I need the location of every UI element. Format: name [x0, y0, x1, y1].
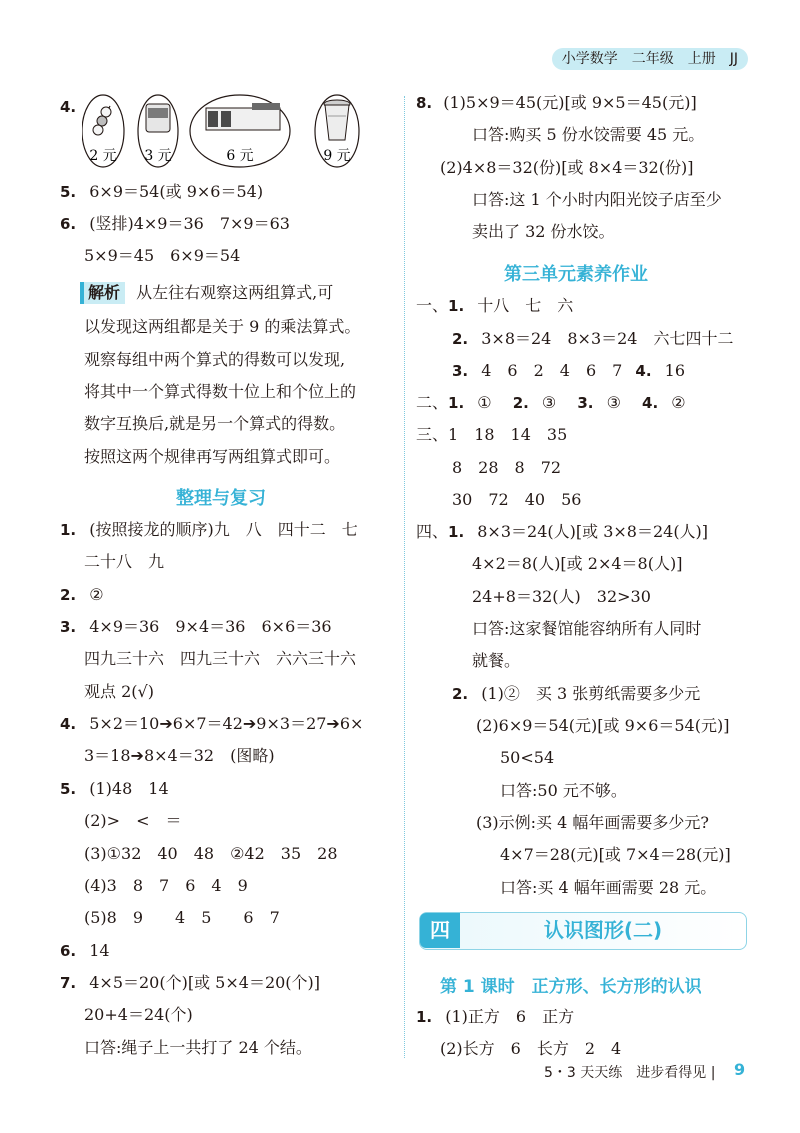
review-q5-answer-2: (2)> < ＝	[84, 811, 182, 830]
column-divider	[404, 96, 405, 1058]
review-q6-line1	[60, 940, 110, 962]
yi-q1-number: 1.	[448, 297, 465, 315]
yi-label: 一、	[416, 296, 449, 315]
instant-noodle-icon	[146, 104, 170, 132]
er-q1-number: 1.	[448, 394, 465, 412]
yi-q3-answer: 4 6 2 4 6 7	[481, 361, 623, 380]
yi-q3-number: 3.	[452, 362, 469, 380]
q8-answer-4: 口答:这 1 个小时内阳光饺子店至少	[472, 190, 722, 209]
review-q7-answer-1: 4×5＝20(个)[或 5×4＝20(个)]	[89, 973, 321, 992]
lesson1-q1-number: 1.	[416, 1008, 433, 1026]
review-q3-answer-1: 4×9＝36 9×4＝36 6×6＝36	[89, 617, 332, 636]
q6-number: 6.	[60, 215, 77, 233]
yi-q2-number: 2.	[452, 330, 469, 348]
footer-slogan: 5・3 天天练 进步看得见 |	[544, 1065, 716, 1081]
si-q2-answer-6: 4×7＝28(元)[或 7×4＝28(元)]	[500, 845, 731, 864]
si-q2-line1	[452, 683, 700, 705]
analysis-label: 解析	[80, 282, 125, 304]
review-q6-answer: 14	[89, 941, 110, 960]
analysis-text-4: 将其中一个算式得数十位上和个位上的	[84, 382, 357, 401]
er-label: 二、	[416, 393, 449, 412]
san-row-1	[416, 424, 567, 446]
unit4-title: 认识图形(二)	[543, 918, 663, 942]
si-q1-answer-2: 4×2＝8(人)[或 2×4＝8(人)]	[472, 554, 683, 573]
lesson1-q1-answer-2: (2)长方 6 长方 2 4	[440, 1039, 622, 1058]
si-q1-answer-5: 就餐。	[472, 651, 521, 670]
review-q1-answer-2: 二十八 九	[84, 552, 165, 571]
q8-answer-5: 卖出了 32 份水饺。	[472, 222, 615, 241]
yi-q4-answer: 16	[664, 361, 686, 380]
review-q3-answer-2: 四九三十六 四九三十六 六六三十六	[84, 649, 357, 668]
analysis-line-1	[80, 282, 333, 304]
review-q7-line1	[60, 972, 320, 994]
review-q5-line1	[60, 778, 169, 800]
analysis-text-1: 从左往右观察这两组算式,可	[136, 283, 334, 302]
review-q3-number: 3.	[60, 618, 77, 636]
q4-price-figure	[82, 94, 366, 168]
review-q5-answer-1: (1)48 14	[89, 779, 169, 798]
si-q2-answer-3: 50<54	[500, 748, 555, 767]
price-1: 2 元	[89, 148, 117, 164]
er-q4-answer: ②	[671, 393, 686, 412]
lesson1-title: 第 1 课时 正方形、长方形的认识	[440, 977, 702, 997]
review-q2-answer: ②	[89, 585, 104, 604]
yi-q2-answer: 3×8＝24 8×3＝24 六七四十二	[481, 329, 734, 348]
si-q2-number: 2.	[452, 685, 469, 703]
snack-box-icon	[206, 103, 280, 130]
header-badge: 小学数学 二年级 上册 JJ	[552, 48, 748, 70]
review-q4-answer-1: 5×2＝10➔6×7＝42➔9×3＝27➔6×	[89, 714, 364, 733]
er-q4-number: 4.	[642, 394, 659, 412]
review-q7-answer-2: 20+4＝24(个)	[84, 1005, 193, 1024]
q6-answer-line2: 5×9＝45 6×9＝54	[84, 246, 241, 265]
si-label: 四、	[416, 522, 449, 541]
q5-answer: 6×9＝54(或 9×6＝54)	[89, 182, 264, 201]
page-number: 9	[734, 1060, 746, 1079]
unit3-section-title: 第三单元素养作业	[504, 264, 648, 285]
er-q2-number: 2.	[512, 394, 529, 412]
analysis-text-3: 观察每组中两个算式的得数可以发现,	[84, 350, 346, 369]
yi-row-2	[452, 328, 734, 350]
review-q1-line1	[60, 519, 358, 541]
si-q1-answer-1: 8×3＝24(人)[或 3×8＝24(人)]	[477, 522, 709, 541]
unit4-banner	[419, 912, 747, 950]
review-q5-answer-5: (5)8 9 4 5 6 7	[84, 908, 280, 927]
san-answer-1: 1 18 14 35	[448, 425, 568, 444]
er-q3-answer: ③	[606, 393, 621, 412]
price-3: 6 元	[226, 148, 254, 164]
er-row	[416, 392, 686, 414]
yi-row-1	[416, 295, 573, 317]
review-q4-line1	[60, 713, 363, 735]
lesson1-q1-answer-1: (1)正方 6 正方	[445, 1007, 575, 1026]
si-q2-answer-7: 口答:买 4 幅年画需要 28 元。	[500, 878, 717, 897]
review-q3-answer-3: 观点 2(√)	[84, 682, 154, 701]
review-q1-number: 1.	[60, 521, 77, 539]
si-row-1	[416, 521, 708, 543]
review-q7-number: 7.	[60, 974, 77, 992]
review-section-title: 整理与复习	[176, 488, 266, 509]
review-q5-number: 5.	[60, 780, 77, 798]
si-q2-answer-2: (2)6×9＝54(元)[或 9×6＝54(元)]	[476, 716, 730, 735]
review-q5-answer-3: (3)①32 40 48 ②42 35 28	[84, 844, 338, 863]
si-q2-answer-4: 口答:50 元不够。	[500, 781, 627, 800]
lesson1-q1-line1	[416, 1006, 574, 1028]
analysis-text-6: 按照这两个规律再写两组算式即可。	[84, 447, 341, 466]
q8-answer-3: (2)4×8＝32(份)[或 8×4＝32(份)]	[440, 158, 694, 177]
si-q2-answer-1: (1)② 买 3 张剪纸需要多少元	[481, 684, 701, 703]
er-q3-number: 3.	[577, 394, 594, 412]
price-2: 3 元	[144, 148, 172, 164]
yi-q4-number: 4.	[635, 362, 652, 380]
unit4-number: 四	[420, 913, 460, 948]
si-q1-number: 1.	[448, 523, 465, 541]
review-q3-line1	[60, 616, 332, 638]
yi-q1-answer: 十八 七 六	[477, 296, 574, 315]
q6-answer-line1: (竖排)4×9＝36 7×9＝63	[89, 214, 290, 233]
review-q1-answer-1: (按照接龙的顺序)九 八 四十二 七	[89, 520, 358, 539]
si-q1-answer-4: 口答:这家餐馆能容纳所有人同时	[472, 619, 702, 638]
review-q4-number: 4.	[60, 715, 77, 733]
q4-number: 4.	[60, 98, 77, 116]
review-q6-number: 6.	[60, 942, 77, 960]
san-answer-3: 30 72 40 56	[452, 490, 582, 509]
review-q2-line1	[60, 584, 104, 606]
er-q2-answer: ③	[541, 393, 557, 412]
analysis-text-2: 以发现这两组都是关于 9 的乘法算式。	[84, 317, 361, 336]
review-q2-number: 2.	[60, 586, 77, 604]
er-q1-answer: ①	[477, 393, 492, 412]
analysis-text-5: 数字互换后,就是另一个算式的得数。	[84, 414, 346, 433]
skewer-icon	[93, 106, 111, 135]
q8-answer-2: 口答:购买 5 份水饺需要 45 元。	[472, 125, 705, 144]
yi-row-3	[452, 360, 685, 382]
q5-number: 5.	[60, 183, 77, 201]
q6-line1	[60, 213, 290, 235]
review-q5-answer-4: (4)3 8 7 6 4 9	[84, 876, 248, 895]
price-4: 9 元	[323, 148, 351, 164]
si-q1-answer-3: 24+8＝32(人) 32>30	[472, 587, 651, 606]
si-q2-answer-5: (3)示例:买 4 幅年画需要多少元?	[476, 813, 709, 832]
drink-cup-icon	[324, 100, 350, 140]
q8-number: 8.	[416, 94, 433, 112]
review-q7-answer-3: 口答:绳子上一共打了 24 个结。	[84, 1038, 312, 1057]
q8-line1	[416, 92, 697, 114]
san-label: 三、	[416, 425, 449, 444]
san-answer-2: 8 28 8 72	[452, 458, 562, 477]
q5-line	[60, 181, 263, 203]
review-q4-answer-2: 3＝18➔8×4＝32 (图略)	[84, 746, 275, 765]
q8-answer-1: (1)5×9＝45(元)[或 9×5＝45(元)]	[443, 93, 697, 112]
